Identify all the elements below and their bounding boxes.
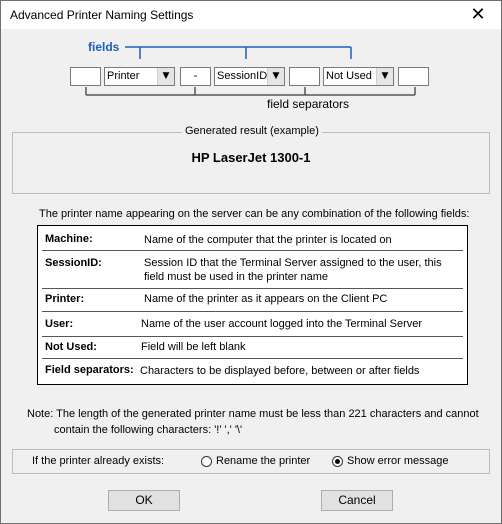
chevron-down-icon: ▼ [376, 68, 393, 85]
separator-field-1[interactable] [70, 67, 101, 86]
printer-exists-label: If the printer already exists: [32, 455, 165, 467]
field-combo-3[interactable] [323, 67, 394, 86]
generated-result-legend: Generated result (example) [182, 125, 322, 137]
fields-description-table [37, 225, 468, 385]
table-divider [42, 336, 463, 337]
table-divider [42, 311, 463, 312]
show-error-radio[interactable] [332, 456, 343, 467]
table-row-desc: Field will be left blank [141, 341, 246, 353]
separator-field-3[interactable] [289, 67, 320, 86]
table-divider [42, 250, 463, 251]
table-row-name: Printer: [45, 293, 85, 305]
table-row-desc: Session ID that the Terminal Server assigned to the user, this field must be used in the printer name [144, 257, 442, 283]
chevron-down-icon: ▼ [267, 68, 284, 85]
ok-button[interactable]: OK [108, 490, 180, 511]
cancel-button[interactable]: Cancel [321, 490, 393, 511]
table-divider [42, 288, 463, 289]
close-icon: ✕ [470, 4, 486, 25]
generated-result-value: HP LaserJet 1300-1 [191, 150, 311, 165]
table-row-desc: Characters to be displayed before, between or after fields [140, 365, 420, 377]
table-row-name: User: [45, 318, 74, 330]
window-title: Advanced Printer Naming Settings [10, 8, 194, 22]
field-combo-1[interactable] [104, 67, 175, 86]
note-line-1: Note: The length of the generated printer name must be less than 221 characters and cannot [27, 408, 479, 420]
table-row-desc: Name of the printer as it appears on the Client PC [144, 293, 388, 305]
table-row-name: Not Used: [45, 341, 97, 353]
separator-field-4[interactable] [398, 67, 429, 86]
note-line-2: contain the following characters: '!' ',' '\' [54, 424, 243, 436]
separator-field-2[interactable]: - [180, 67, 211, 86]
fields-bracket [1, 1, 501, 111]
field-combo-3-value: Not Used [326, 70, 372, 82]
table-row-name: Field separators: [45, 364, 134, 376]
table-row-desc: Name of the computer that the printer is located on [144, 234, 392, 246]
chevron-down-icon: ▼ [157, 68, 174, 85]
length-note [27, 406, 479, 438]
rename-printer-radio[interactable] [201, 456, 212, 467]
radio-selected-dot [335, 459, 340, 464]
fields-label: fields [88, 40, 120, 54]
fields-intro-text: The printer name appearing on the server can be any combination of the following fields: [39, 208, 470, 220]
field-combo-2-value: SessionID [217, 70, 268, 82]
field-separators-label: field separators [267, 97, 350, 111]
field-combo-2[interactable] [214, 67, 285, 86]
show-error-label[interactable]: Show error message [347, 455, 449, 467]
table-row-name: Machine: [45, 233, 93, 245]
rename-printer-label[interactable]: Rename the printer [216, 455, 311, 467]
table-row-desc: Name of the user account logged into the Terminal Server [141, 318, 423, 330]
table-row-name: SessionID: [45, 257, 102, 269]
table-divider [42, 358, 463, 359]
field-combo-1-value: Printer [107, 70, 140, 82]
